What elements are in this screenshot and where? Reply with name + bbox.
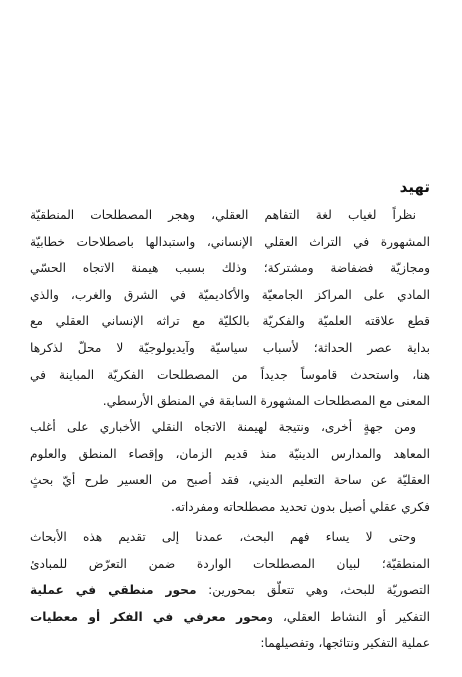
paragraph-line: عملية التفكير ونتائجها، وتفصيلهما: — [260, 636, 430, 651]
section-heading: تهيد — [399, 178, 430, 196]
paragraph-line: المنطقيّة؛ لبيان المصطلحات الواردة ضمن التعرّض للمبادئ — [30, 556, 430, 571]
paragraph-line: ومجازيّة فضفاضة ومشتركة؛ وذلك بسبب هيمنة الاتجاه الحسّي — [30, 261, 430, 276]
paragraph-line-with-emphasis — [30, 577, 430, 604]
paragraph-1 — [30, 202, 430, 415]
paragraph-line: بداية عصر الحداثة؛ لأسباب سياسيّة وآيديولوجيّة لا محلّ لذكرها — [30, 340, 430, 355]
paragraph-2 — [30, 414, 430, 520]
paragraph-line: وحتى لا يساء فهم البحث، عمدنا إلى تقديم هذه الأبحاث — [30, 530, 416, 544]
paragraph-line: المعنى مع المصطلحات المشهورة السابقة في المنطق الأرسطي. — [102, 394, 430, 409]
paragraph-3 — [30, 524, 430, 657]
emphasis-epistemic-axis: محور معرفي في الفكر أو معطيات — [30, 609, 268, 624]
paragraph-line: العقليّة عن ساحة التعليم الديني، فقد أصبح من العسير طرح أيّ بحثٍ — [30, 473, 430, 488]
paragraph-line: قطع علاقته العلميّة والفكريّة بالكليّة مع تراثه الإنساني العقلي مع — [30, 314, 430, 329]
paragraph-line: هنا، واستحدث قاموساً جديداً من المصطلحات الفكريّة المباينة في — [30, 367, 430, 382]
paragraph-line: المشهورة في التراث العقلي الإنساني، واستبدالها باصطلاحات خطابيّة — [30, 234, 430, 249]
paragraph-line-with-emphasis — [30, 604, 430, 631]
line-text: التفكير أو النشاط العقلي، و — [267, 609, 430, 624]
paragraph-line: المعاهد والمدارس الدينيّة منذ قديم الزمان، وإقصاء المنطق والعلوم — [30, 446, 430, 461]
paragraph-line: نظراً لغياب لغة التفاهم العقلي، وهجر المصطلحات المنطقيّة — [30, 208, 416, 222]
line-text: التصوريّة للبحث، وهي تتعلّق بمحورين: — [196, 583, 430, 598]
paragraph-line: فكري عقلي أصيل بدون تحديد مصطلحاته ومفرداته. — [171, 499, 430, 514]
paragraph-line: ومن جهةٍ أخرى، ونتيجة لهيمنة الاتجاه النقلي الأخباري على أغلب — [30, 420, 416, 434]
emphasis-logical-axis: محور منطقي في عملية — [30, 583, 197, 598]
paragraph-line: المادي على المراكز الجامعيّة والأكاديميّة في الشرق والغرب، والذي — [30, 287, 430, 302]
